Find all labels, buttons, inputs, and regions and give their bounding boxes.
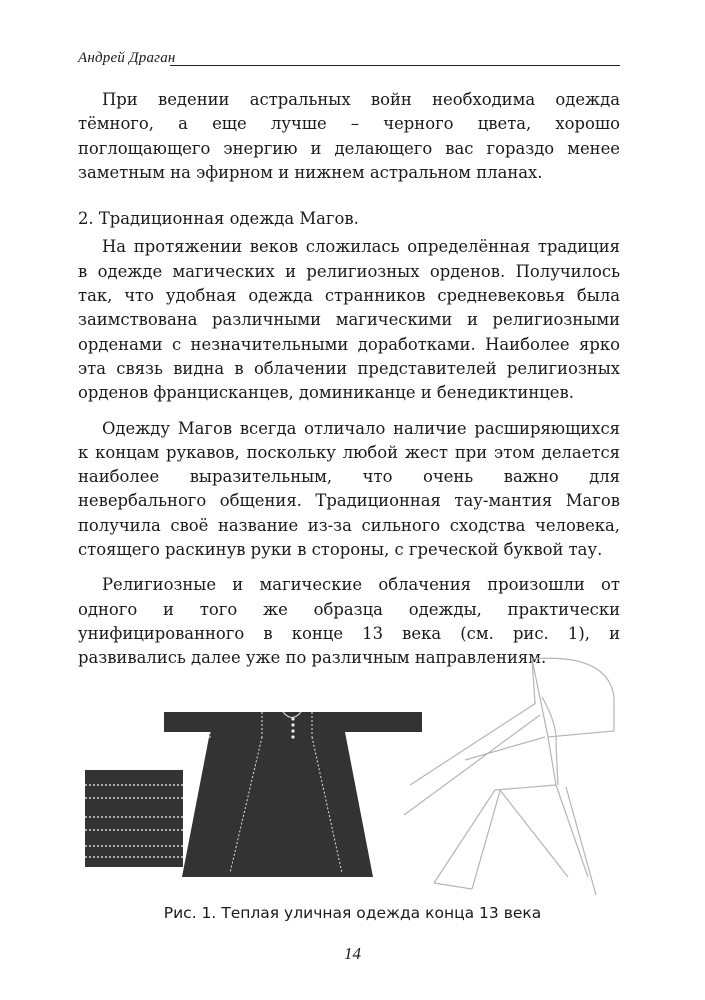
figure-1 bbox=[80, 645, 620, 903]
figure-illustration bbox=[80, 645, 620, 903]
paragraph-astral-clothing: При ведении астральных войн необходима одежда тёмного, а еще лучше – черного цвета, хорошо поглощающего энергию и делающего вас гораздо менее заметным на эфирном и нижнем астральном планах. bbox=[78, 90, 620, 182]
body-text bbox=[78, 88, 620, 682]
running-header bbox=[78, 50, 620, 72]
section-heading: 2. Традиционная одежда Магов. bbox=[78, 209, 359, 229]
pattern-sketch bbox=[404, 658, 614, 895]
header-author: Андрей Драган bbox=[78, 50, 176, 66]
tunic-drawing bbox=[164, 712, 422, 877]
paragraph-origins: Религиозные и магические облачения произошли от одного и того же образца одежды, практически унифицированного в конце 13 века (см. рис. 1), и развивались далее уже по различным направлениям. bbox=[78, 575, 620, 668]
fabric-swatch bbox=[85, 770, 183, 867]
paragraph-tradition: На протяжении веков сложилась определённая традиция в одежде магических и религиозных орденов. Получилось так, что удобная одежда странников средневековья была заимствована различными магическими и религиозными орденами с незначительными доработками. Наиболее ярко эта связь видна в облачении представителей религиозных орденов францисканцев, доминиканце и бенедиктинцев. bbox=[78, 237, 620, 403]
page-number: 14 bbox=[344, 944, 361, 963]
paragraph-sleeves: Одежду Магов всегда отличало наличие расширяющихся к концам рукавов, поскольку любой жест при этом делается наиболее выразительным, что очень важно для невербального общения. Традиционная тау-мантия Магов получила своё название из-за сильного сходства человека, стоящего раскинув руки в стороны, с греческой буквой тау. bbox=[78, 418, 620, 560]
header-rule bbox=[170, 65, 620, 66]
figure-caption: Рис. 1. Теплая уличная одежда конца 13 века bbox=[163, 904, 542, 922]
